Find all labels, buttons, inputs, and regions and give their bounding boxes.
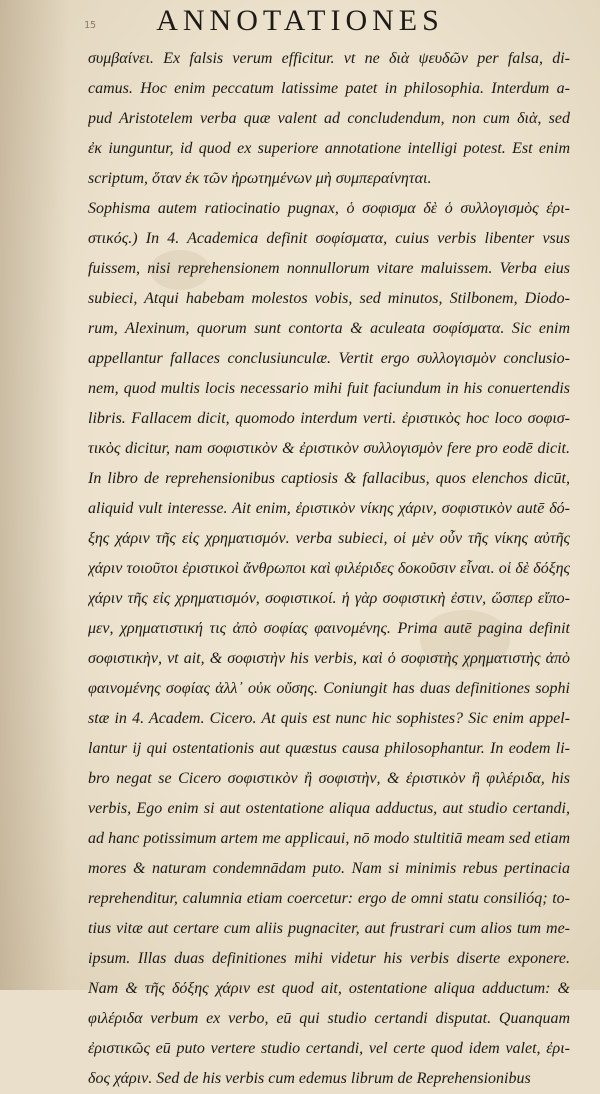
running-head: ANNOTATIONES — [156, 4, 444, 37]
text-line: nem, quod multis locis necessario mihi fuit faciundum in his conuertendis — [88, 380, 570, 397]
text-line: χάριν τῆς εἰς χρηματισμόν, σοφιστικοί. ἡ γὰρ σοφιστικὴ ἐστιν, ὥσπερ εἴπο- — [88, 590, 570, 607]
text-line: camus. Hoc enim peccatum latissime patet in philosophia. Interdum a- — [88, 80, 570, 97]
text-line: tius vitæ aut certare cum aliis pugnaciter, aut frustrari cum alios tum me- — [88, 920, 570, 937]
text-line: verbis, Ego enim si aut ostentatione aliqua adductus, aut studio certandi, — [88, 800, 570, 817]
text-line: mores & naturam condemnādam puto. Nam si minimis rebus pertinacia — [88, 860, 570, 877]
text-line: συμβαίνει. Ex falsis verum efficitur. vt ne διὰ ψευδῶν per falsa, di- — [88, 50, 570, 67]
folio-mark: 15 — [84, 20, 97, 31]
body-text — [88, 44, 570, 1094]
text-line: lantur ij qui ostentationis aut quæstus causa philosophantur. In eodem li- — [88, 740, 570, 757]
text-line: τικὸς dicitur, nam σοφιστικὸν & ἐριστικὸν συλλογισμὸν fere pro eodē dicit. — [88, 440, 570, 457]
text-line: Sophisma autem ratiocinatio pugnax, ὁ σοφισμα δὲ ὁ συλλογισμὸς ἐρι- — [88, 200, 570, 217]
text-line: φιλέριδα verbum ex verbo, eū qui studio certandi disputat. Quanquam — [88, 1010, 570, 1027]
text-line: aliquid vult interesse. Ait enim, ἐριστικὸν νίκης χάριν, σοφιστικὸν autē δό- — [88, 500, 570, 517]
text-line: rum, Alexinum, quorum sunt contorta & aculeata σοφίσματα. Sic enim — [88, 320, 570, 337]
text-line: χάριν τοιοῦτοι ἐριστικοὶ ἄνθρωποι καὶ φιλέριδες δοκοῦσιν εἶναι. οἱ δὲ δόξης — [88, 560, 570, 577]
text-line: subieci, Atqui habebam molestos vobis, sed minutos, Stilbonem, Diodo- — [88, 290, 570, 307]
text-line: scriptum, ὅταν ἐκ τῶν ἠρωτημένων μὴ συμπεραίνηται. — [88, 170, 432, 187]
text-line: ad hanc potissimum artem me applicaui, nō modo stultitiā meam sed etiam — [88, 830, 570, 847]
text-line: ipsum. Illas duas definitiones mihi videtur his verbis diserte exponere. — [88, 950, 570, 967]
text-line: stæ in 4. Academ. Cicero. At quis est nunc hic sophistes? Sic enim appel- — [88, 710, 570, 727]
text-line: μεν, χρηματιστική τις ἀπὸ σοφίας φαινομένης. Prima autē pagina definit — [88, 620, 570, 637]
text-line: libris. Fallacem dicit, quomodo interdum verti. ἐριστικὸς hoc loco σοφισ- — [88, 410, 570, 427]
text-line: ξης χάριν τῆς εἰς χρηματισμόν. verba subieci, οἱ μὲν οὖν τῆς νίκης αὐτῆς — [88, 530, 570, 547]
text-line: fuissem, nisi reprehensionem nonnullorum vitare maluissem. Verba eius — [88, 260, 570, 277]
text-line: Nam & τῆς δόξης χάριν est quod ait, ostentatione aliqua adductum: & — [88, 980, 570, 997]
text-line: pud Aristotelem verba quæ valent ad concludendum, non cum διὰ, sed — [88, 110, 570, 127]
text-line: ἐριστικῶς eū puto vertere studio certandi, vel certe quod idem valet, ἐρι- — [88, 1040, 570, 1057]
text-line: In libro de reprehensionibus captiosis & fallacibus, quos elenchos dicūt, — [88, 470, 570, 487]
text-line: δος χάριν. Sed de his verbis cum edemus librum de Reprehensionibus — [88, 1070, 531, 1087]
text-line: appellantur fallaces conclusiunculæ. Vertit ergo συλλογισμὸν conclusio- — [88, 350, 570, 367]
text-line: στικός.) In 4. Academica definit σοφίσματα, cuius verbis libenter vsus — [88, 230, 570, 247]
page-gutter-shadow — [0, 0, 70, 990]
text-line: ἐκ iunguntur, id quod ex superiore annotatione intelligi potest. Est enim — [88, 140, 570, 157]
text-line: reprehenditur, calumnia etiam coercetur: ergo de omni statu consilióq; to- — [88, 890, 570, 907]
text-line: σοφιστικὴν, vt ait, & σοφιστὴν his verbis, καὶ ὁ σοφιστὴς χρηματιστὴς ἀπὸ — [88, 650, 570, 667]
text-line: φαινομένης σοφίας ἀλλ᾽ οὐκ οὔσης. Coniungit has duas definitiones sophi — [88, 680, 570, 697]
text-line: bro negat se Cicero σοφιστικὸν ἢ σοφιστὴν, & ἐριστικὸν ἢ φιλέριδα, his — [88, 770, 570, 787]
